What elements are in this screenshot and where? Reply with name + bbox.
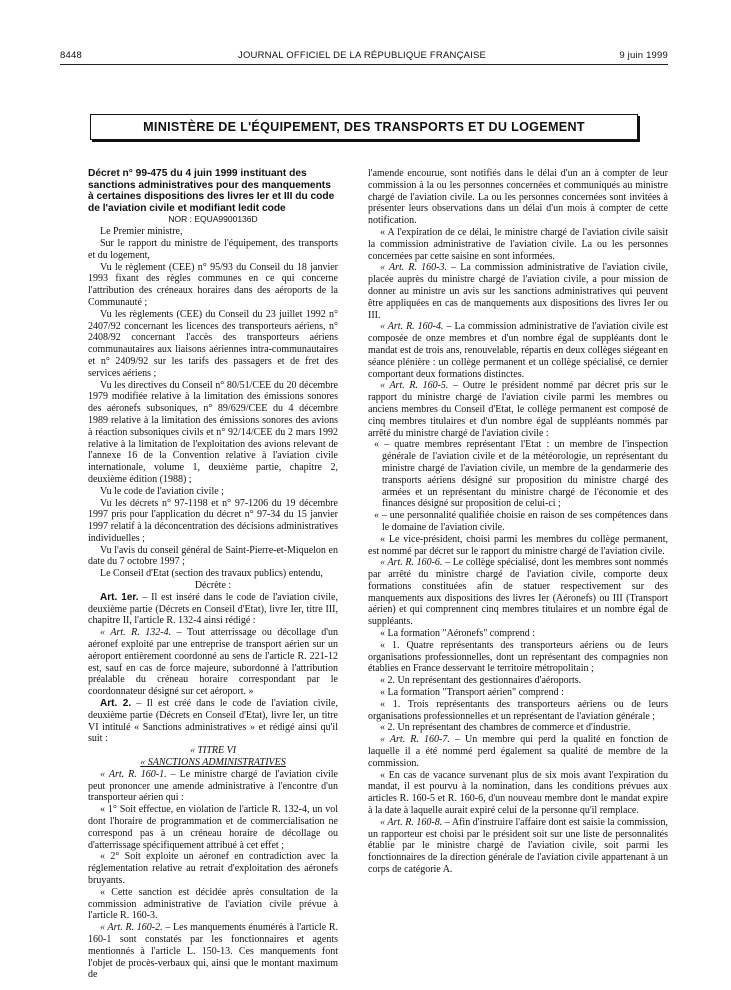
article-label: Art. 2. bbox=[100, 698, 132, 710]
header-rule bbox=[60, 64, 668, 65]
article-r160-3: « Art. R. 160-3. – La commission administrative de l'aviation civile, placée auprès du ministre chargé de l'aviation civile, a pour mission de donner au ministre un avis sur les sanctions administratives qui peuvent être appliquées en cas de manquements aux dispositions des livres Ier ou III. bbox=[368, 262, 668, 321]
right-column bbox=[368, 168, 668, 876]
decrete-heading: Décrète : bbox=[194, 580, 232, 592]
article-1: Art. 1er. – Il est inséré dans le code de l'aviation civile, deuxième partie (Décrets en Conseil d'Etat), livre Ier, titre III, chapitre II, l'article R. 132-4 ainsi rédigé : bbox=[88, 591, 338, 627]
paragraph: Vu l'avis du conseil général de Saint-Pierre-et-Miquelon en date du 7 octobre 1997 ; bbox=[88, 544, 338, 568]
ministry-banner: MINISTÈRE DE L'ÉQUIPEMENT, DES TRANSPORTS ET DU LOGEMENT bbox=[90, 114, 638, 140]
article-r160-2: « Art. R. 160-2. – Les manquements énumérés à l'article R. 160-1 sont constatés par les fonctionnaires et agents mentionnés à l'article L. 150-13. Ces manquements font l'objet de procès-verbaux qui, ainsi que le montant maximum de bbox=[88, 922, 338, 981]
nor-reference: NOR : EQUA9900136D bbox=[168, 214, 258, 225]
article-label: « Art. R. 160-5. bbox=[380, 380, 449, 392]
paragraph: Vu le code de l'aviation civile ; bbox=[100, 485, 224, 497]
paragraph: Vu les directives du Conseil n° 80/51/CEE du 20 décembre 1979 modifiée relative à la limitation des émissions sonores des aéronefs subsoniques, n° 89/629/CEE du 4 décembre 1989 relative à la limitation des émissions sonores des avions à réaction subsoniques civils et n° 92/14/CEE du 2 mars 1992 relative à la limitation de l'exploitation des avions relevant de l'annexe 16 de la Convention relative à l'aviation civile internationale, volume 1, deuxième partie, chapitre 2, deuxième édition (1988) ; bbox=[88, 379, 338, 485]
article-r160-5: « Art. R. 160-5. – Outre le président nommé par décret pris sur le rapport du ministre chargé de l'aviation civile parmi les membres ou anciens membres du Conseil d'Etat, le collège permanent est composé de cinq membres titulaires et d'un nombre égal de suppléants nommés par arrêté du ministre chargé de l'aviation civile : bbox=[368, 380, 668, 439]
paragraph: « 1. Quatre représentants des transporteurs aériens ou de leurs organisations professionnelles, dont un représentant des compagnies non établies en France desservant le territoire métropolitain ; bbox=[368, 639, 668, 675]
paragraph: Sur le rapport du ministre de l'équipement, des transports et du logement, bbox=[88, 237, 338, 261]
page-number: 8448 bbox=[60, 50, 82, 61]
paragraph: l'amende encourue, sont notifiés dans le délai d'un an à compter de leur commission à la ou les personnes concernées et communiqués au ministre chargé de l'aviation civile. La ou les personnes concernées sont invitées à présenter leurs observations dans un délai d'un mois à compter de cette notification. bbox=[368, 168, 668, 227]
list-item: « – une personnalité qualifiée choisie en raison de ses compétences dans le domaine de l'aviation civile. bbox=[374, 510, 668, 533]
paragraph: Le Conseil d'Etat (section des travaux publics) entendu, bbox=[100, 568, 323, 580]
paragraph: « A l'expiration de ce délai, le ministre chargé de l'aviation civile saisit la commission administrative de l'aviation civile. La ou les personnes concernées par cette saisine en sont informées. bbox=[368, 226, 668, 262]
paragraph: « En cas de vacance survenant plus de six mois avant l'expiration du mandat, il est pourvu à la nomination, dans les conditions prévues aux articles R. 160-5 et R. 160-6, d'un nouveau membre dont le mandat expire à la date à laquelle aurait expiré celui de la personne qu'il remplace. bbox=[368, 769, 668, 817]
paragraph: Vu les décrets n° 97-1198 et n° 97-1206 du 19 décembre 1997 pris pour l'application du décret n° 97-34 du 15 janvier 1997 relatif à la déconcentration des décisions administratives individuelles ; bbox=[88, 497, 338, 544]
article-r160-7: « Art. R. 160-7. – Un membre qui perd la qualité en fonction de laquelle il a été nommé perd également sa qualité de membre de la commission. bbox=[368, 734, 668, 769]
article-2: Art. 2. – Il est créé dans le code de l'aviation civile, deuxième partie (Décrets en Conseil d'Etat), livre Ier, un titre VI intitulé « Sanctions administratives » et rédigé ainsi qu'il suit : bbox=[88, 698, 338, 745]
article-r132-4: « Art. R. 132-4. – Tout atterrissage ou décollage d'un aéronef exploité par une entreprise de transport aérien sur un aéroport entièrement coordonné au sens de l'article R. 221-12 est, sauf en cas de force majeure, subordonné à l'attribution préalable du créneau horaire correspondant par le coordonnateur désigné sur cet aéroport. » bbox=[88, 627, 338, 698]
paragraph: « La formation "Transport aérien" comprend : bbox=[380, 687, 564, 699]
article-label: Art. 1er. bbox=[100, 591, 139, 603]
paragraph: « 1. Trois représentants des transporteurs aériens ou de leurs organisations professionnelles et un représentant de l'aviation générale ; bbox=[368, 698, 668, 722]
decree-title: Décret n° 99-475 du 4 juin 1999 instituant des sanctions administratives pour des manquements à certaines dispositions des livres Ier et III du code de l'aviation civile et modifiant ledit code bbox=[88, 168, 335, 214]
article-label: « Art. R. 160-7. bbox=[380, 734, 450, 746]
article-label: « Art. R. 160-3. bbox=[380, 262, 447, 274]
article-r160-6: « Art. R. 160-6. – Le collège spécialisé, dont les membres sont nommés par arrêté du ministre chargé de l'aviation civile, comporte deux formations constituées afin de statuer respectivement sur des manquements aux dispositions des livres Ier (Aéronefs) ou III (Transport aérien) et qui comprennent cinq membres titulaires et un nombre égal de suppléants. bbox=[368, 557, 668, 628]
titre-heading: « TITRE VI bbox=[189, 745, 237, 757]
paragraph: « La formation "Aéronefs" comprend : bbox=[380, 628, 536, 640]
paragraph: « 2° Soit exploite un aéronef en contradiction avec la réglementation relative au retrait d'exploitation des aéronefs bruyants. bbox=[88, 851, 338, 886]
journal-title: JOURNAL OFFICIEL DE LA RÉPUBLIQUE FRANÇAISE bbox=[238, 50, 487, 61]
left-column bbox=[88, 168, 338, 981]
paragraph: « Le vice-président, choisi parmi les membres du collège permanent, est nommé par décret sur le rapport du ministre chargé de l'aviation civile. bbox=[368, 533, 668, 557]
paragraph: Vu le règlement (CEE) n° 95/93 du Conseil du 18 janvier 1993 fixant des règles communes en ce qui concerne l'attribution des créneaux horaires dans des aéroports de la Communauté ; bbox=[88, 261, 338, 308]
issue-date: 9 juin 1999 bbox=[619, 50, 668, 61]
paragraph: « 1° Soit effectue, en violation de l'article R. 132-4, un vol dont l'horaire de programmation et de commercialisation ne correspond pas à un créneau horaire de décollage ou d'atterrissage spécifiquement attribué à cet effet ; bbox=[88, 804, 338, 851]
article-label: « Art. R. 160-1. bbox=[100, 768, 167, 780]
paragraph: Le Premier ministre, bbox=[100, 226, 183, 238]
list-item: « – quatre membres représentant l'Etat : un membre de l'inspection générale de l'aviation civile et de la météorologie, un représentant du ministre chargé de l'aviation civile, un membre de la gendarmerie des transports aériens désigné sur proposition du ministre chargé des armées et un représentant du ministre chargé de l'économie et des finances désigné sur proposition de celui-ci ; bbox=[374, 439, 668, 510]
sanctions-heading: « SANCTIONS ADMINISTRATIVES bbox=[140, 757, 286, 769]
article-r160-1: « Art. R. 160-1. – Le ministre chargé de l'aviation civile peut prononcer une amende administrative à l'encontre d'un transporteur aérien qui : bbox=[88, 768, 338, 804]
paragraph: Vu les règlements (CEE) du Conseil du 23 juillet 1992 n° 2407/92 concernant les licences des transporteurs aériens, n° 2408/92 concernant l'accès des transporteurs aériens communautaires aux liaisons aériennes intra-communautaires et n° 2409/92 sur les tarifs des passagers et de fret des services aériens ; bbox=[88, 308, 338, 379]
article-label: « Art. R. 160-4. bbox=[380, 321, 444, 333]
paragraph: « Cette sanction est décidée après consultation de la commission administrative de l'aviation civile prévue à l'article R. 160-3. bbox=[88, 886, 338, 922]
article-label: « Art. R. 160-8. bbox=[380, 816, 443, 828]
article-label: « Art. R. 132-4. bbox=[100, 627, 172, 639]
article-r160-4: « Art. R. 160-4. – La commission administrative de l'aviation civile est composée de onze membres et d'un nombre égal de suppléants dont le mandat est de trois ans, renouvelable, répartis en deux collèges siégeant en séance plénière : un collège permanent et un collège spécialisé, ce dernier comportant deux formations distinctes. bbox=[368, 321, 669, 380]
paragraph: « 2. Un représentant des chambres de commerce et d'industrie. bbox=[380, 722, 631, 734]
article-label: « Art. R. 160-6. bbox=[380, 557, 443, 569]
paragraph: « 2. Un représentant des gestionnaires d'aéroports. bbox=[380, 675, 582, 687]
article-label: « Art. R. 160-2. bbox=[100, 922, 163, 934]
article-r160-8: « Art. R. 160-8. – Afin d'instruire l'affaire dont est saisie la commission, un rapporteur est choisi par le président soit sur une liste de personnalités établie par le ministre chargé de l'aviation civile, soit parmi les fonctionnaires de la direction générale de l'aviation civile appartenant à un corps de catégorie A. bbox=[368, 816, 668, 876]
